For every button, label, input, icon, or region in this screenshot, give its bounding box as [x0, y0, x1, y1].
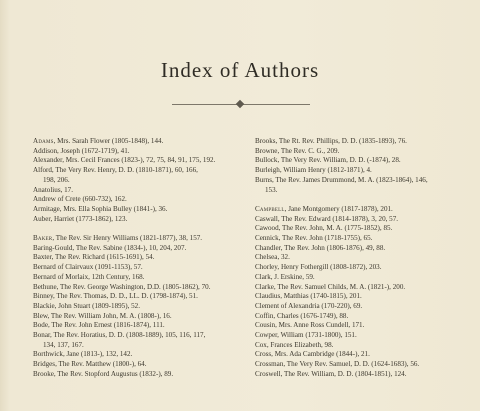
- entry-text: Andrew of Crete (660-732), 162.: [33, 195, 127, 204]
- index-entry: [255, 360, 467, 370]
- index-entry: [33, 244, 243, 254]
- index-entry: [255, 283, 467, 293]
- index-entry: [33, 312, 243, 322]
- index-entry: [255, 205, 467, 215]
- page-title: Index of Authors: [160, 58, 320, 82]
- entry-continuation: 153.: [265, 185, 278, 194]
- index-column-left: [33, 137, 243, 380]
- entry-continuation: 134, 137, 167.: [43, 340, 84, 349]
- entry-text: Clement of Alexandria (170-220), 69.: [255, 301, 363, 310]
- entry-text: Bernard of Morlaix, 12th Century, 168.: [33, 272, 145, 281]
- entry-text: Clarke, The Rev. Samuel Childs, M. A. (1821-), 200.: [255, 282, 406, 291]
- index-entry: [255, 156, 467, 166]
- index-column-right: [255, 137, 467, 380]
- index-entry: [255, 292, 467, 302]
- index-entry: [33, 263, 243, 273]
- entry-text: Bridges, The Rev. Matthew (1800-), 64.: [33, 360, 147, 369]
- index-entry: [255, 263, 467, 273]
- index-entry: [255, 273, 467, 283]
- entry-text: Chandler, The Rev. John (1806-1876), 49, 88.: [255, 243, 386, 252]
- entry-text: Crossman, The Very Rev. Samuel, D. D. (1624-1683), 56.: [255, 360, 420, 369]
- entry-text: Cennick, The Rev. John (1718-1755), 65.: [255, 234, 373, 243]
- entry-text: Burns, The Rev. James Drummond, M. A. (1823-1864), 146,: [255, 175, 428, 184]
- entry-lead-name: Adams: [33, 137, 54, 145]
- entry-text: Blackie, John Stuart (1809-1895), 52.: [33, 301, 140, 310]
- entry-text: , The Rev. Sir Henry Williams (1821-1877), 38, 157.: [52, 234, 203, 243]
- index-entry: [33, 253, 243, 263]
- entry-text: Bonar, The Rev. Horatius, D. D. (1808-1889), 105, 116, 117,: [33, 331, 206, 340]
- index-entry: [33, 234, 243, 244]
- entry-text: Caswall, The Rev. Edward (1814-1878), 3, 20, 57.: [255, 214, 399, 223]
- index-entry: [255, 253, 467, 263]
- entry-text: Armitage, Mrs. Ella Sophia Bulley (1841-), 36.: [33, 204, 168, 213]
- index-entry: [33, 302, 243, 312]
- entry-text: Cox, Frances Elizabeth, 98.: [255, 340, 334, 349]
- index-entry: [255, 147, 467, 157]
- entry-text: Chorley, Henry Fothergill (1808-1872), 203.: [255, 263, 382, 272]
- index-entry: [33, 292, 243, 302]
- divider-ornament-icon: [236, 100, 244, 108]
- index-entry: [33, 360, 243, 370]
- entry-text: Browne, The Rev. C. G., 209.: [255, 146, 340, 155]
- index-entry: [33, 186, 243, 196]
- index-entry: [33, 137, 243, 147]
- index-entry: [255, 331, 467, 341]
- entry-text: Blew, The Rev. William John, M. A. (1808-), 16.: [33, 311, 172, 320]
- index-entry: [33, 283, 243, 293]
- entry-text: Baxter, The Rev. Richard (1615-1691), 54.: [33, 253, 155, 262]
- entry-text: , Jane Montgomery (1817-1878), 201.: [284, 204, 393, 213]
- entry-text: Burleigh, William Henry (1812-1871), 4.: [255, 166, 372, 175]
- entry-text: Cawood, The Rev. John, M. A. (1775-1852), 85.: [255, 224, 393, 233]
- entry-text: Clark, J. Erskine, 59.: [255, 272, 315, 281]
- entry-text: Coffin, Charles (1676-1749), 88.: [255, 311, 349, 320]
- index-entry: [33, 331, 243, 350]
- index-entry: [33, 350, 243, 360]
- entry-text: , Mrs. Sarah Flower (1805-1848), 144.: [53, 137, 164, 145]
- index-entry: [33, 166, 243, 185]
- index-entry: [255, 137, 467, 147]
- index-entry: [255, 302, 467, 312]
- index-entry: [255, 341, 467, 351]
- index-entry: [255, 244, 467, 254]
- index-entry: [33, 215, 243, 225]
- index-entry: [33, 273, 243, 283]
- entry-text: Alexander, Mrs. Cecil Frances (1823-), 72, 75, 84, 91, 175, 192.: [33, 156, 216, 165]
- index-entry: [255, 370, 467, 380]
- entry-text: Binney, The Rev. Thomas, D. D., LL. D. (1798-1874), 51.: [33, 292, 198, 301]
- entry-text: Bethune, The Rev. George Washington, D.D. (1805-1862), 70.: [33, 282, 211, 291]
- index-entry: [255, 215, 467, 225]
- entry-text: Croswell, The Rev. William, D. D. (1804-1851), 124.: [255, 369, 407, 378]
- index-entry: [33, 195, 243, 205]
- entry-text: Bullock, The Very Rev. William, D. D. (-1874), 28.: [255, 156, 401, 165]
- index-entry: [33, 321, 243, 331]
- index-entry: [33, 205, 243, 215]
- index-entry: [255, 224, 467, 234]
- entry-text: Auber, Harriet (1773-1862), 123.: [33, 214, 128, 223]
- index-entry: [255, 312, 467, 322]
- entry-text: Chelsea, 32.: [255, 253, 290, 262]
- index-entry: [255, 176, 467, 195]
- entry-text: Brooks, The Rt. Rev. Phillips, D. D. (1835-1893), 76.: [255, 137, 407, 145]
- entry-text: Cowper, William (1731-1800), 151.: [255, 331, 357, 340]
- entry-text: Cross, Mrs. Ada Cambridge (1844-), 21.: [255, 350, 370, 359]
- entry-text: Anatolius, 17.: [33, 185, 73, 194]
- entry-text: Baring-Gould, The Rev. Sabine (1834-), 10, 204, 207.: [33, 243, 187, 252]
- index-entry: [255, 350, 467, 360]
- index-entry: [255, 166, 467, 176]
- entry-lead-name: Campbell: [255, 204, 285, 213]
- entry-text: Borthwick, Jane (1813-), 132, 142.: [33, 350, 133, 359]
- entry-text: Addison, Joseph (1672-1719), 41.: [33, 146, 130, 155]
- index-entry: [255, 321, 467, 331]
- index-entry: [33, 370, 243, 380]
- entry-lead-name: Baker: [33, 234, 53, 243]
- index-entry: [33, 147, 243, 157]
- entry-continuation: 198, 206.: [43, 175, 70, 184]
- index-entry: [33, 156, 243, 166]
- entry-text: Cousin, Mrs. Anne Ross Cundell, 171.: [255, 321, 365, 330]
- entry-text: Claudius, Matthias (1740-1815), 201.: [255, 292, 362, 301]
- entry-text: Brooke, The Rev. Stopford Augustus (1832-), 89.: [33, 369, 174, 378]
- entry-text: Bernard of Clairvaux (1091-1153), 57.: [33, 263, 143, 272]
- entry-text: Bode, The Rev. John Ernest (1816-1874), 111.: [33, 321, 165, 330]
- index-entry: [255, 234, 467, 244]
- entry-text: Alford, The Very Rev. Henry, D. D. (1810-1871), 60, 166,: [33, 166, 198, 175]
